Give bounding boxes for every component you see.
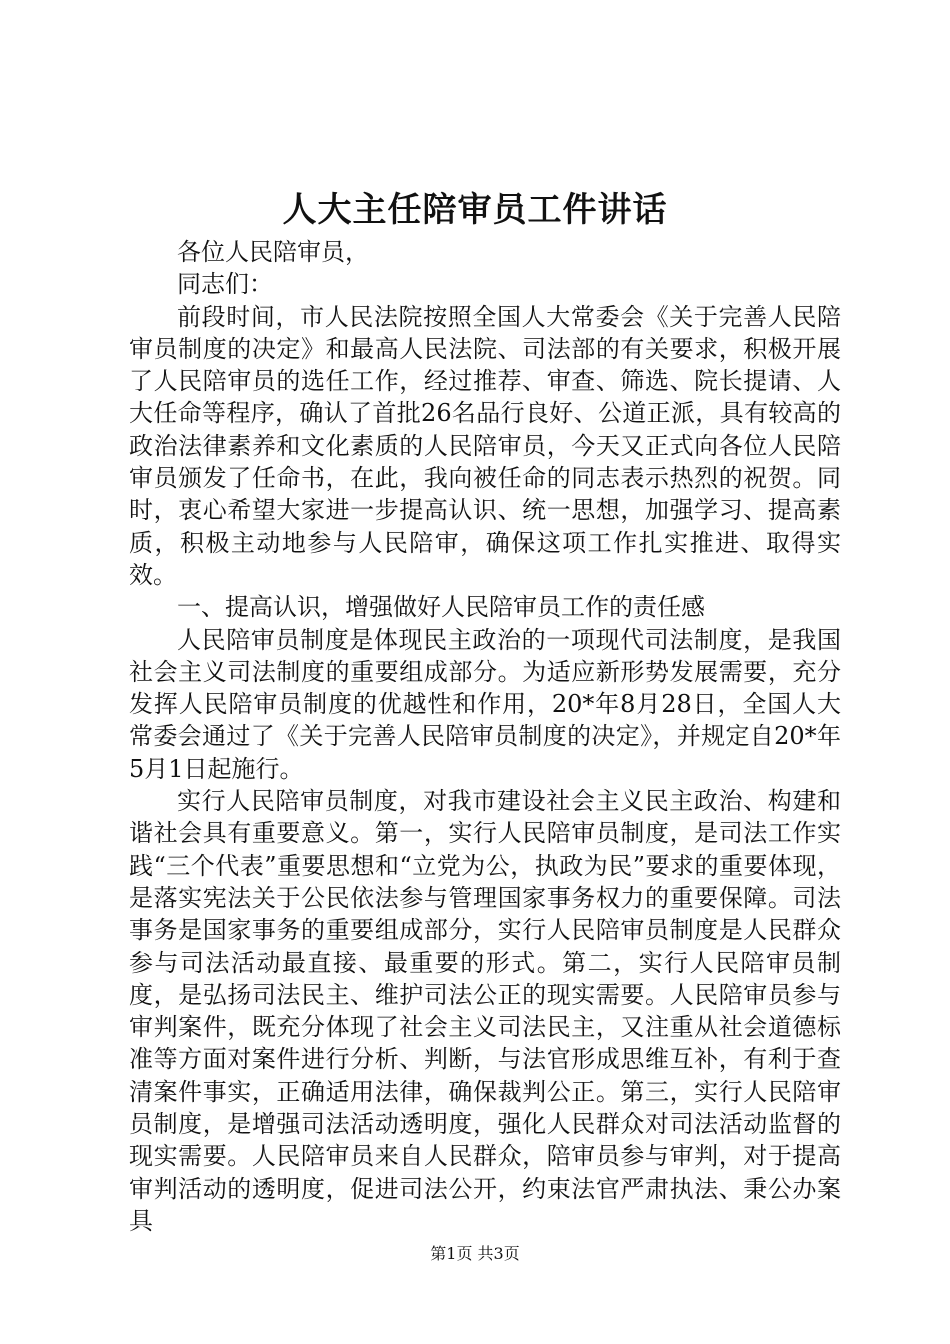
salutation-line: 各位人民陪审员， — [177, 238, 369, 266]
body-paragraph: 人民陪审员制度是体现民主政治的一项现代司法制度，是我国社会主义司法制度的重要组成部分。为适应新形势发展需要，充分发挥人民陪审员制度的优越性和作用，20*年8月28日，全国人大常委会通过了《关于完善人民陪审员制度的决定》，并规定自20*年5月1日起施行。 — [129, 625, 841, 783]
salutation-line: 同志们： — [177, 270, 273, 299]
document-title: 人大主任陪审员工件讲话 — [282, 190, 668, 230]
page-number-footer: 第1页 共3页 — [430, 1244, 520, 1263]
section-heading: 一、提高认识，增强做好人民陪审员工作的责任感 — [177, 593, 705, 622]
body-paragraph: 实行人民陪审员制度，对我市建设社会主义民主政治、构建和谐社会具有重要意义。第一，实行人民陪审员制度，是司法工作实践“三个代表”重要思想和“立党为公，执政为民”要求的重要体现，是落实宪法关于公民依法参与管理国家事务权力的重要保障。司法事务是国家事务的重要组成部分，实行人民陪审员制度是人民群众参与司法活动最直接、最重要的形式。第二，实行人民陪审员制度，是弘扬司法民主、维护司法公正的现实需要。人民陪审员参与审判案件，既充分体现了社会主义司法民主，又注重从社会道德标准等方面对案件进行分析、判断，与法官形成思维互补，有利于查清案件事实，正确适用法律，确保裁判公正。第三，实行人民陪审员制度，是增强司法活动透明度，强化人民群众对司法活动监督的现实需要。人民陪审员来自人民群众，陪审员参与审判，对于提高审判活动的透明度，促进司法公开，约束法官严肃执法、秉公办案具 — [129, 787, 841, 1235]
body-paragraph: 前段时间，市人民法院按照全国人大常委会《关于完善人民陪审员制度的决定》和最高人民法院、司法部的有关要求，积极开展了人民陪审员的选任工作，经过推荐、审查、筛选、院长提请、人大任命等程序，确认了首批26名品行良好、公道正派，具有较高的政治法律素养和文化素质的人民陪审员，今天又正式向各位人民陪审员颁发了任命书，在此，我向被任命的同志表示热烈的祝贺。同时，衷心希望大家进一步提高认识、统一思想，加强学习、提高素质，积极主动地参与人民陪审，确保这项工作扎实推进、取得实效。 — [129, 302, 841, 589]
document-body — [129, 236, 841, 1237]
